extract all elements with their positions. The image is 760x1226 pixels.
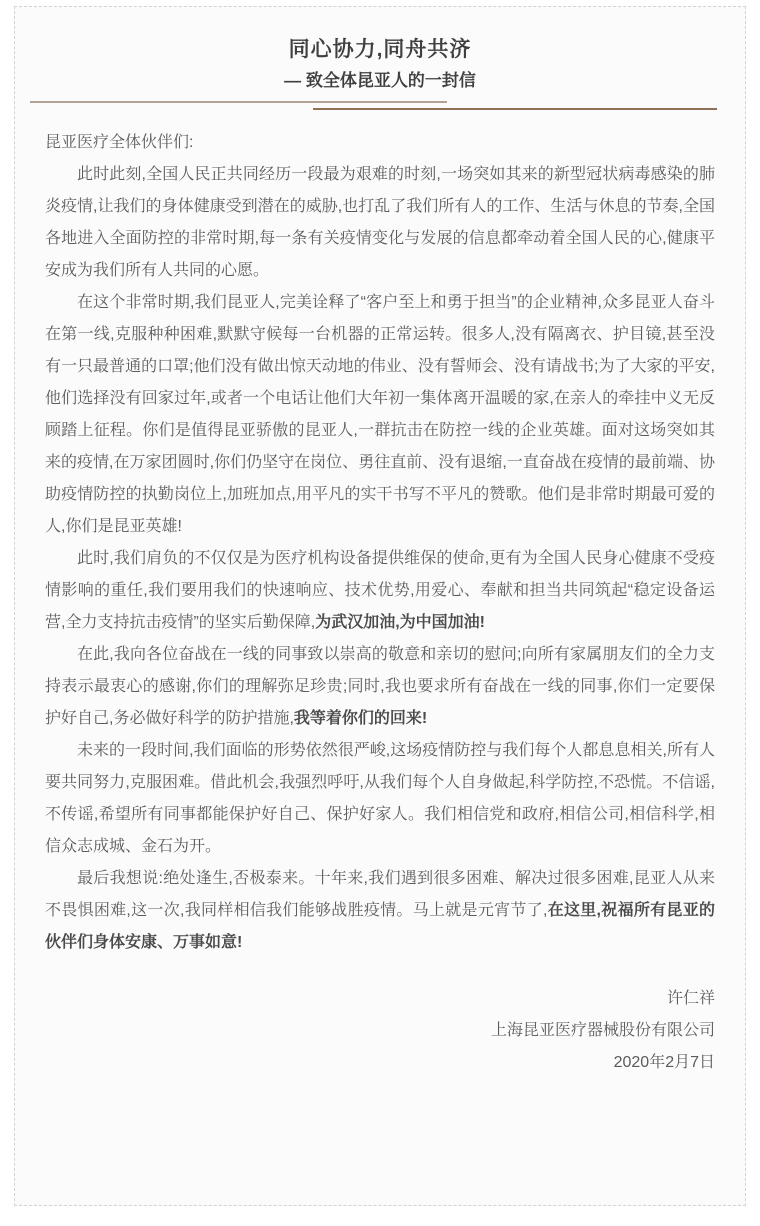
paragraph-text: 此时,我们肩负的不仅仅是为医疗机构设备提供维保的使命,更有为全国人民身心健康不受疫情影响的重任,我们要用我们的快速响应、技术优势,用爱心、奉献和担当共同筑起“稳定设备运营,全力支持抗击疫情”的坚实后勤保障, [45, 550, 715, 631]
divider-line-bottom [313, 108, 717, 110]
letter-paragraph [45, 159, 715, 287]
paragraph-text: 此时此刻,全国人民正共同经历一段最为艰难的时刻,一场突如其来的新型冠状病毒感染的肺炎疫情,让我们的身体健康受到潜在的威胁,也打乱了我们所有人的工作、生活与休息的节奏,全国各地进入全面防控的非常时期,每一条有关疫情变化与发展的信息都牵动着全国人民的心,健康平安成为我们所有人共同的心愿。 [45, 166, 715, 279]
letter-content [15, 7, 745, 1079]
letter-paragraph [45, 863, 715, 959]
letter-subtitle: — 致全体昆亚人的一封信 [284, 71, 476, 90]
bold-emphasis: 在这里,祝福所有昆亚的伙伴们身体安康、万事如意! [45, 902, 715, 951]
letter-paragraph [45, 543, 715, 639]
bold-emphasis: 我等着你们的回来! [293, 710, 428, 727]
paragraph-text: 最后我想说:绝处逢生,否极泰来。十年来,我们遇到很多困难、解决过很多困难,昆亚人从来不畏惧困难,这一次,我同样相信我们能够战胜疫情。马上就是元宵节了, [45, 870, 715, 919]
paragraph-text: 在这个非常时期,我们昆亚人,完美诠释了“客户至上和勇于担当”的企业精神,众多昆亚人奋斗在第一线,克服种种困难,默默守候每一台机器的正常运转。很多人,没有隔离衣、护目镜,甚至没有一只最普通的口罩;他们没有做出惊天动地的伟业、没有誓师会、没有请战书;为了大家的平安,他们选择没有回家过年,或者一个电话让他们大年初一集体离开温暖的家,在亲人的牵挂中义无反顾踏上征程。你们是值得昆亚骄傲的昆亚人,一群抗击在防控一线的企业英雄。面对这场突如其来的疫情,在万家团圆时,你们仍坚守在岗位、勇往直前、没有退缩,一直奋战在疫情的最前端、协助疫情防控的执勤岗位上,加班加点,用平凡的实干书写不平凡的赞歌。他们是非常时期最可爱的人,你们是昆亚英雄! [45, 294, 715, 535]
bold-emphasis: 为武汉加油,为中国加油! [315, 614, 486, 631]
paragraph-text: 未来的一段时间,我们面临的形势依然很严峻,这场疫情防控与我们每个人都息息相关,所有人要共同努力,克服困难。借此机会,我强烈呼吁,从我们每个人自身做起,科学防控,不恐慌。不信谣,不传谣,希望所有同事都能保护好自己、保护好家人。我们相信党和政府,相信公司,相信科学,相信众志成城、金石为开。 [45, 742, 715, 855]
paragraph-text: 在此,我向各位奋战在一线的同事致以崇高的敬意和亲切的慰问;向所有家属朋友们的全力支持表示最衷心的感谢,你们的理解弥足珍贵;同时,我也要求所有奋战在一线的同事,你们一定要保护好自己,务必做好科学的防护措施, [45, 646, 715, 727]
signature-block [45, 983, 715, 1079]
letter-greeting: 昆亚医疗全体伙伴们: [45, 134, 194, 151]
letter-paragraph [45, 639, 715, 735]
signature-company: 上海昆亚医疗器械股份有限公司 [490, 1022, 715, 1039]
letter-paragraph [45, 287, 715, 543]
letter-title: 同心协力,同舟共济 [288, 38, 472, 61]
letter-paragraph [45, 735, 715, 863]
signature-date: 2020年2月7日 [613, 1054, 715, 1071]
divider-line-top [30, 101, 447, 103]
letter-body [45, 127, 715, 959]
signature-name: 许仁祥 [666, 990, 715, 1007]
header-divider [15, 95, 745, 119]
letter-card [14, 6, 746, 1206]
